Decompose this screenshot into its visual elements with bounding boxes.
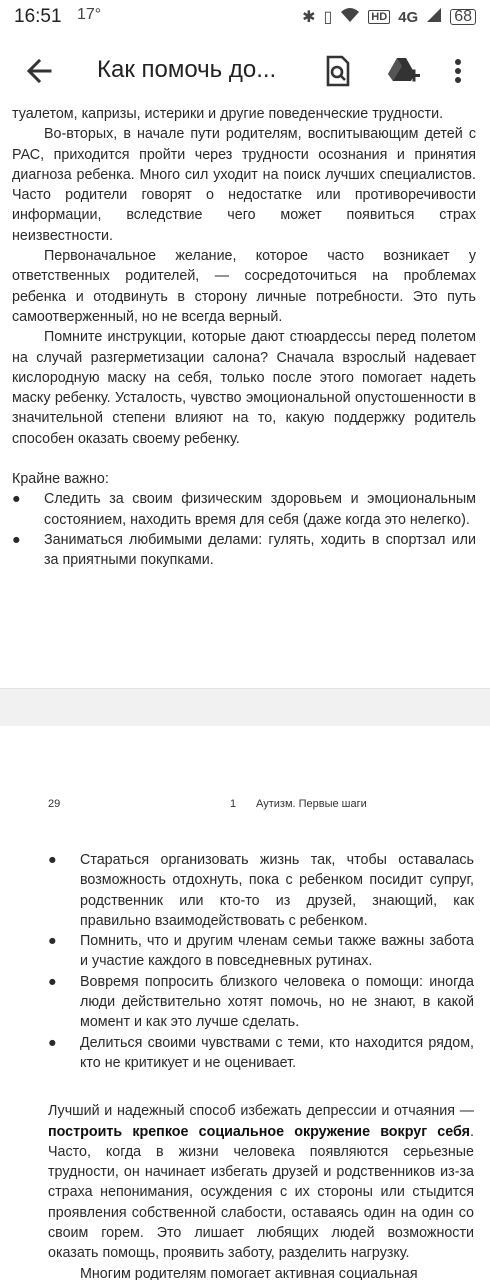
paragraph: туалетом, капризы, истерики и другие поведенческие трудности. xyxy=(12,108,444,122)
bullet-icon: ● xyxy=(48,933,57,950)
more-vert-icon[interactable] xyxy=(448,54,468,88)
bullet-icon: ● xyxy=(12,531,21,548)
paragraph: Во-вторых, в начале пути родителям, воспитывающим детей с РАС, приходится пройти через трудности осознания и принятия диагноза ребенка. Много сил уходит на поиск лучших специалистов. Часто родители говорят о недостатке или противоречивости информации, вследствие чего может появиться страх неизвестности. xyxy=(12,126,476,244)
app-bar xyxy=(0,34,490,108)
network-type: 4G xyxy=(398,8,419,26)
page-text xyxy=(48,850,474,1280)
vibrate-icon: ▯ xyxy=(323,9,333,26)
list-item: ● Вовремя попросить близкого человека о помощи: иногда люди действительно хотят помочь, но не знают, в какой момент и как это лучше сделать. xyxy=(48,972,474,1033)
list-item: ● Делиться своими чувствами с теми, кто находится рядом, кто не критикует и не оценивает. xyxy=(48,1033,474,1074)
blank-line xyxy=(12,449,476,469)
list-item: ● Стараться организовать жизнь так, чтобы оставалась возможность отдохнуть, пока с ребенком посидит супруг, родственник или кто-то из друзей, знающий, как правильно взаимодействовать с ребенком. xyxy=(48,850,474,931)
page-text xyxy=(12,108,476,571)
page-number: 29 xyxy=(48,798,61,810)
status-bar xyxy=(0,0,490,34)
bullet-icon: ● xyxy=(48,852,57,868)
document-page xyxy=(0,108,490,688)
find-in-doc-icon[interactable] xyxy=(322,54,354,88)
hd-badge: HD xyxy=(368,10,390,24)
bluetooth-icon: ✱ xyxy=(302,9,316,26)
status-time: 16:51 xyxy=(14,6,62,27)
paragraph: Помните инструкции, которые дают стюардессы перед полетом на случай разгерметизации салона? Сначала взрослый надевает кислородную маску на себя, только после этого помогает надеть маску ребенку. Усталость, чувство эмоциональной опустошенности в значительной степени влияют на то, какую поддержку родитель способен оказать своему ребенку. xyxy=(12,329,476,447)
battery-indicator: 68 xyxy=(450,9,476,25)
add-to-drive-icon[interactable] xyxy=(386,54,420,88)
paragraph: Многим родителям помогает активная социальная xyxy=(80,1265,418,1280)
paragraph: Лучший и надежный способ избежать депрессии и отчаяния — построить крепкое социальное окружение вокруг себя. Часто, когда в жизни человека появляются серьезные трудности, он начинает избегать друзей и родственников из-за страха непонимания, осуждения с их стороны или стыдится проявления собственной слабости, оставаясь один на один со своим горем. Это лишает любящих людей возможности оказать помощь, проявить заботу, разделить нагрузку. xyxy=(48,1103,474,1262)
list-item: ● Следить за своим физическим здоровьем и эмоциональным состоянием, находить время для себя (даже когда это нелегко). xyxy=(12,489,476,530)
document-title: Как помочь до... xyxy=(97,56,277,83)
list-item: ● Помнить, что и другим членам семьи также важны забота и участие каждого в повседневных рутинах. xyxy=(48,931,474,972)
document-viewer[interactable] xyxy=(0,108,490,1280)
bullet-icon: ● xyxy=(48,1034,57,1051)
bullet-icon: ● xyxy=(48,973,57,990)
blank-line xyxy=(48,1073,474,1101)
wifi-icon xyxy=(340,7,360,28)
list-item: ● Заниматься любимыми делами: гулять, ходить в спортзал или за приятными покупками. xyxy=(12,530,476,571)
back-arrow-icon[interactable] xyxy=(22,54,56,88)
status-temperature: 17° xyxy=(77,6,102,23)
chapter-number: 1 xyxy=(230,798,237,810)
document-page xyxy=(0,726,490,1280)
important-label: Крайне важно: xyxy=(12,471,109,488)
status-icons xyxy=(302,6,476,28)
book-title: Аутизм. Первые шаги xyxy=(256,798,367,810)
paragraph: Первоначальное желание, которое часто возникает у ответственных родителей, — сосредоточиться на проблемах ребенка и отодвинуть в сторону личные потребности. Это путь самоотверженный, но не всегда верный. xyxy=(12,248,476,325)
signal-icon xyxy=(426,7,442,28)
bold-phrase: построить крепкое социальное окружение вокруг себя xyxy=(48,1123,471,1140)
bullet-icon: ● xyxy=(12,491,21,508)
page-separator xyxy=(0,688,490,728)
